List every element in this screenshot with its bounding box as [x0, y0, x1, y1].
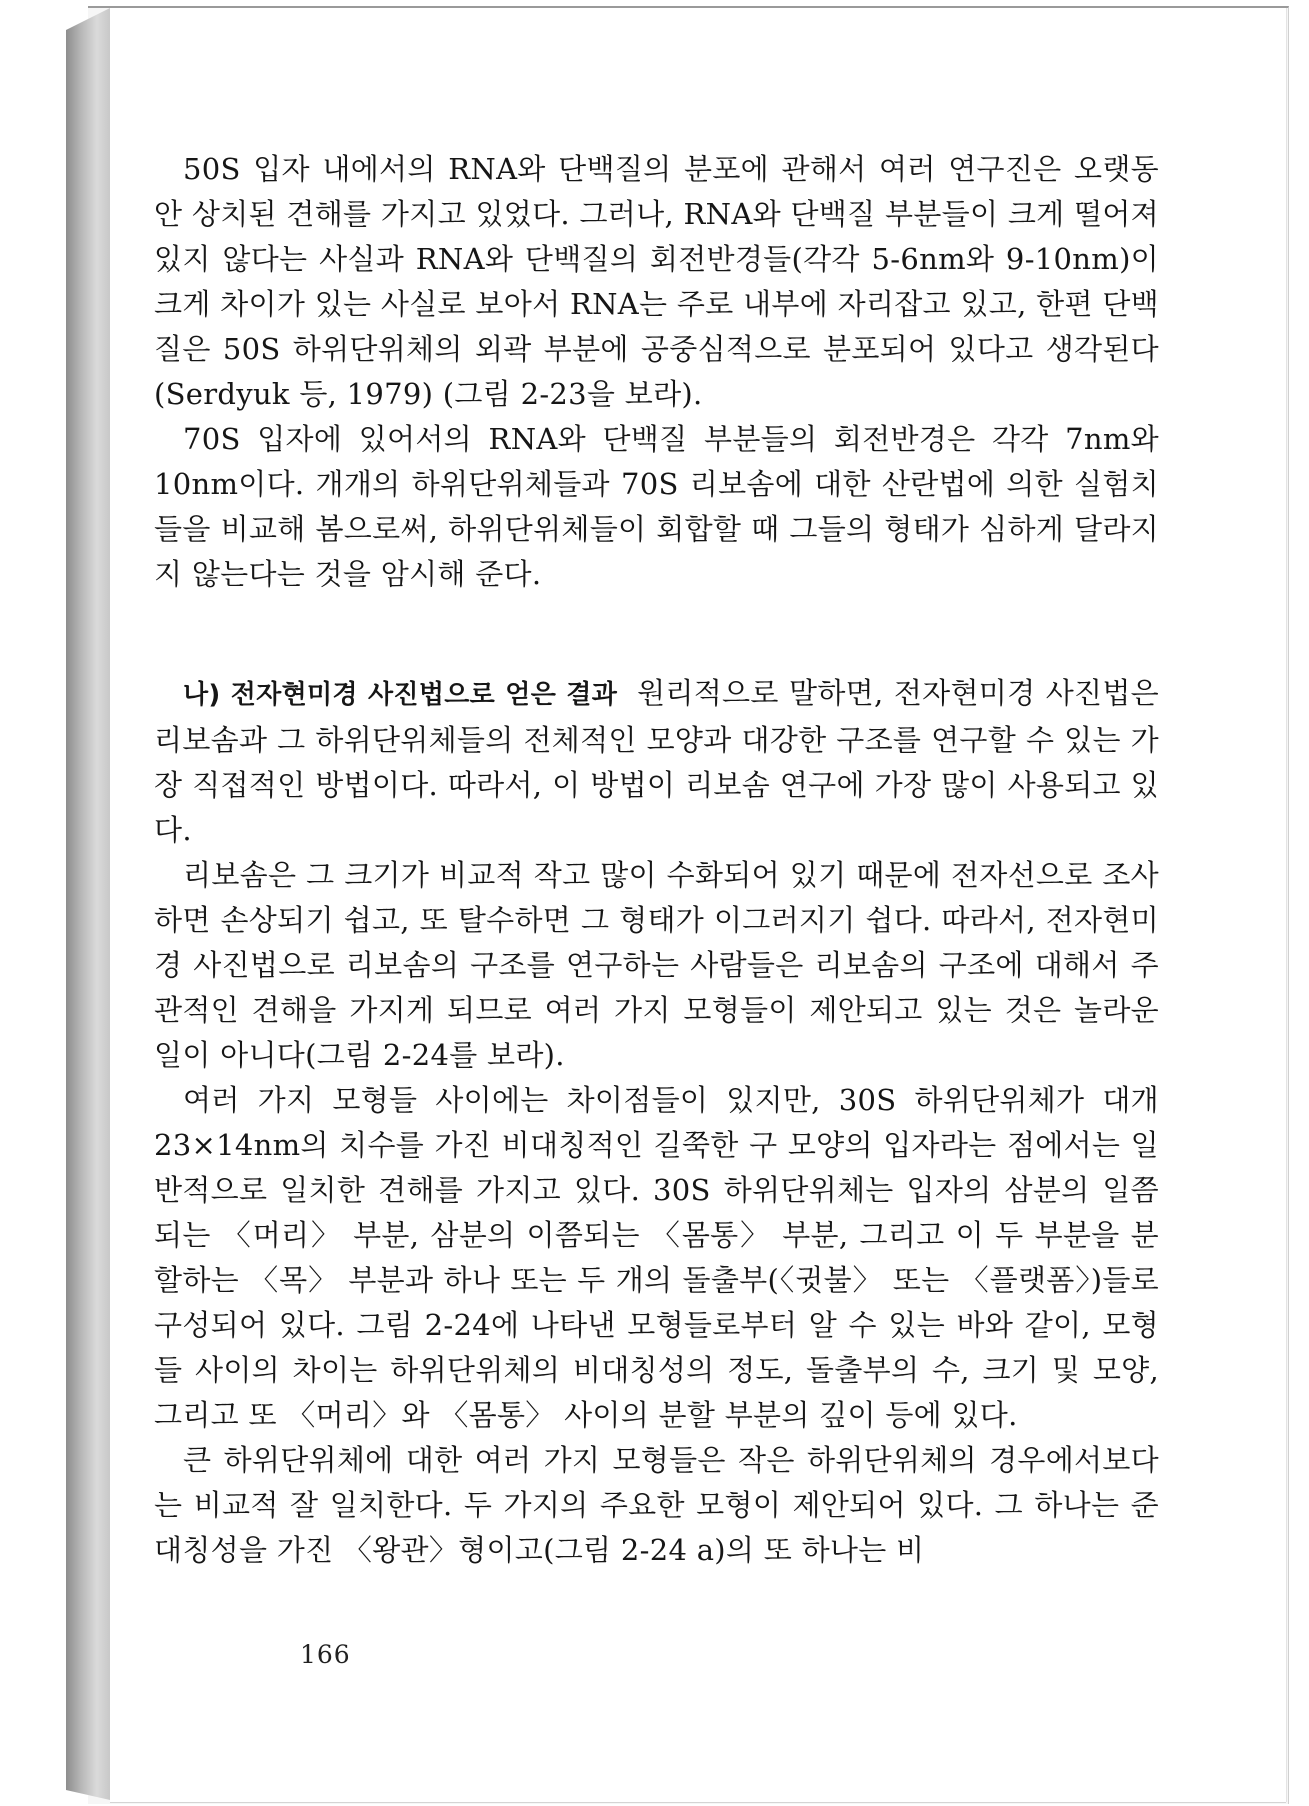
paragraph-em-results: [154, 671, 1159, 853]
paragraph-text: 원리적으로 말하면, 전자현미경 사진법은 리보솜과 그 하위단위체들의 전체적인 모양과 대강한 구조를 연구할 수 있는 가장 직접적인 방법이다. 따라서, 이 방법이 리보솜 연구에 가장 많이 사용되고 있다.: [154, 676, 1159, 847]
book-spine: [66, 8, 110, 1800]
page-number: 166: [300, 1640, 351, 1669]
paragraph-text: 여러 가지 모형들 사이에는 차이점들이 있지만, 30S 하위단위체가 대개 23×14nm의 치수를 가진 비대칭적인 길쭉한 구 모양의 입자라는 점에서는 일반적으로 일치한 견해를 가지고 있다. 30S 하위단위체는 입자의 삼분의 일쯤 되는 〈머리〉 부분, 삼분의 이쯤되는 〈몸통〉 부분, 그리고 이 두 부분을 분할하는 〈목〉 부분과 하나 또는 두 개의 돌출부(〈귓불〉 또는 〈플랫폼〉)들로 구성되어 있다. 그림 2-24에 나타낸 모형들로부터 알 수 있는 바와 같이, 모형들 사이의 차이는 하위단위체의 비대칭성의 정도, 돌출부의 수, 크기 및 모양, 그리고 또 〈머리〉와 〈몸통〉 사이의 분할 부분의 깊이 등에 있다.: [154, 1083, 1159, 1432]
paragraph-text: 50S 입자 내에서의 RNA와 단백질의 분포에 관해서 여러 연구진은 오랫동안 상치된 견해를 가지고 있었다. 그러나, RNA와 단백질 부분들이 크게 떨어져 있지 않다는 사실과 RNA와 단백질의 회전반경들(각각 5-6nm와 9-10nm)이 크게 차이가 있는 사실로 보아서 RNA는 주로 내부에 자리잡고 있고, 한편 단백질은 50S 하위단위체의 외곽 부분에 공중심적으로 분포되어 있다고 생각된다(Serdyuk 등, 1979) (그림 2-23을 보라).: [154, 152, 1159, 411]
paragraph-30s-shape: [154, 1078, 1159, 1438]
body-text: [154, 147, 1159, 1573]
paragraph-text: 리보솜은 그 크기가 비교적 작고 많이 수화되어 있기 때문에 전자선으로 조사하면 손상되기 쉽고, 또 탈수하면 그 형태가 이그러지기 쉽다. 따라서, 전자현미경 사진법으로 리보솜의 구조를 연구하는 사람들은 리보솜의 구조에 대해서 주관적인 견해을 가지게 되므로 여러 가지 모형들이 제안되고 있는 것은 놀라운 일이 아니다(그림 2-24를 보라).: [154, 858, 1159, 1072]
paragraph-50s-distribution: [154, 147, 1159, 417]
paragraph-text: 큰 하위단위체에 대한 여러 가지 모형들은 작은 하위단위체의 경우에서보다는 비교적 잘 일치한다. 두 가지의 주요한 모형이 제안되어 있다. 그 하나는 준대칭성을 가진 〈왕관〉형이고(그림 2-24 a)의 또 하나는 비: [154, 1443, 1159, 1567]
paragraph-large-subunit: [154, 1438, 1159, 1573]
paragraph-ribosome-damage: [154, 853, 1159, 1078]
section-heading: 나) 전자현미경 사진법으로 얻은 결과: [183, 680, 618, 710]
paragraph-text: 70S 입자에 있어서의 RNA와 단백질 부분들의 회전반경은 각각 7nm와 10nm이다. 개개의 하위단위체들과 70S 리보솜에 대한 산란법에 의한 실험치들을 비교해 봄으로써, 하위단위체들이 회합할 때 그들의 형태가 심하게 달라지지 않는다는 것을 암시해 준다.: [154, 422, 1159, 591]
paragraph-70s-radius: [154, 417, 1159, 597]
